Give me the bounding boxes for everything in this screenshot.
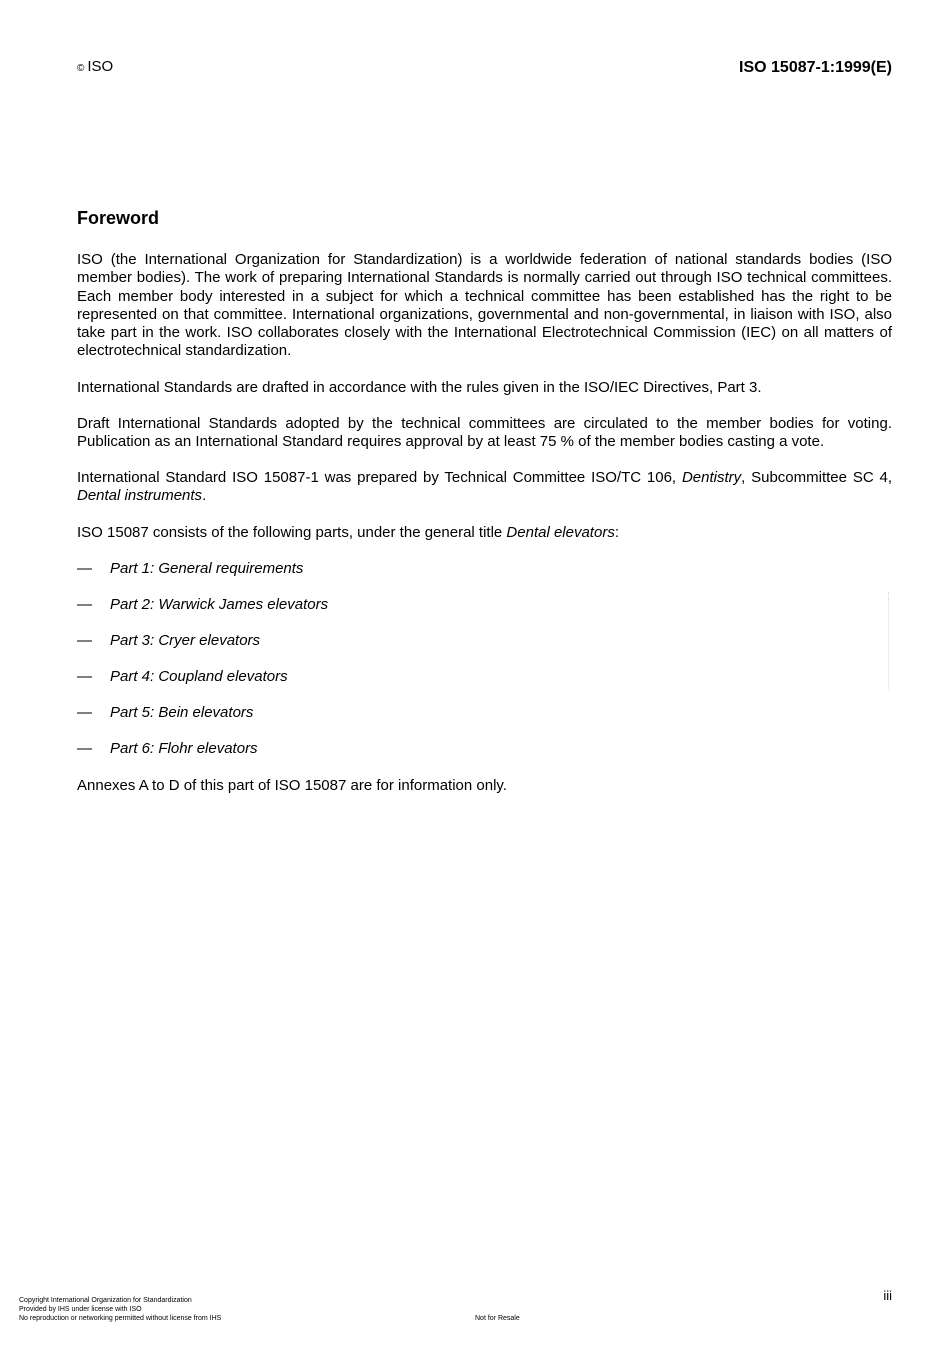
paragraph-directives: International Standards are drafted in accordance with the rules given in the ISO/IEC Directives, Part 3. [77,379,762,396]
footer-line: Provided by IHS under license with ISO [19,1306,142,1313]
paragraph-parts-intro [77,524,892,542]
list-item-text: Part 2: Warwick James elevators [110,596,329,613]
list-item-text: Part 4: Coupland elevators [110,668,288,685]
paragraph-annexes: Annexes A to D of this part of ISO 15087 are for information only. [77,777,507,794]
list-item-text: Part 1: General requirements [110,560,304,577]
section-title: Foreword [77,208,160,228]
p5-text-c: : [614,524,619,541]
p4-dental-instruments: Dental instruments [77,487,203,505]
list-dash: — [77,632,92,649]
footer-copyright [19,1296,221,1323]
header-org: ISO [87,58,114,75]
paragraph-iso-intro: ISO (the International Organization for Standardization) is a worldwide federation of national standards bodies (ISO member bodies). The work of preparing International Standards is normally carried out through ISO technical committees. Each member body interested in a subject for which a technical committee has been established has the right to be represented on that committee. International organizations, governmental and non-governmental, in liaison with ISO, also take part in the work. ISO collaborates closely with the International Electrotechnical Commission (IEC) on all matters of electrotechnical standardization. [77,251,892,360]
margin-mark [888,592,891,690]
list-dash: — [77,740,92,757]
list-item-text: Part 6: Flohr elevators [110,740,258,757]
paragraph-voting: Draft International Standards adopted by the technical committees are circulated to the member bodies for voting. Publication as an International Standard requires approval by at least 75 % of the member bodies casting a vote. [77,415,892,451]
list-dash: — [77,668,92,685]
footer-not-for-resale: Not for Resale [475,1315,520,1322]
footer-line: No reproduction or networking permitted without license from IHS [19,1315,222,1322]
p4-text-a: International Standard ISO 15087-1 was prepared by Technical Committee ISO/TC 106, [77,469,682,486]
list-item-text: Part 3: Cryer elevators [110,632,261,649]
header-doc-id: ISO 15087-1:1999(E) [739,59,892,76]
list-dash: — [77,596,92,613]
p4-text-e: . [202,487,207,505]
copyright-symbol: © [77,63,85,74]
footer-line: Copyright International Organization for Standardization [19,1297,192,1304]
p5-dental-elevators: Dental elevators [506,524,615,541]
list-dash: — [77,560,92,577]
list-dash: — [77,704,92,721]
p4-dentistry: Dentistry [681,469,742,486]
page-number: iii [883,1288,892,1303]
header-copyright [77,58,113,75]
list-item-text: Part 5: Bein elevators [110,704,254,721]
paragraph-committee [77,469,892,506]
p5-text-a: ISO 15087 consists of the following parts, under the general title [77,524,507,541]
p4-text-c: , Subcommittee SC 4, [741,469,892,486]
